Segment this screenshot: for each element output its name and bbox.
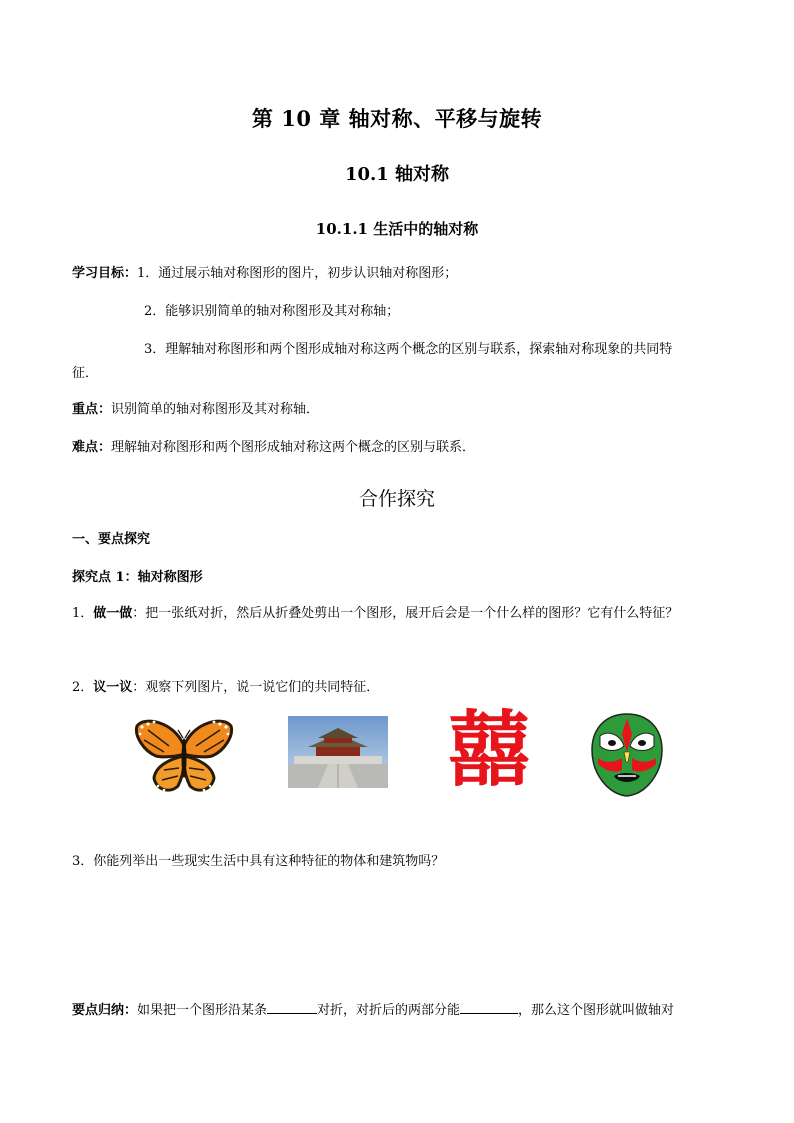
double-happiness-image: 囍 <box>447 703 530 798</box>
summary-part-3: ，那么这个图形就叫做轴对 <box>518 1003 675 1018</box>
q2-label: 议一议 <box>93 680 133 695</box>
cooperation-heading: 合作探究 <box>358 488 435 510</box>
section-title: 10.1 轴对称 <box>344 164 450 185</box>
opera-mask-image <box>588 712 666 798</box>
q1-text: ：把一张纸对折，然后从折叠处剪出一个图形，展开后会是一个什么样的图形？它有什么特征？ <box>132 606 679 621</box>
q1-label: 做一做 <box>93 606 133 621</box>
chapter-title: 第 10 章 轴对称、平移与旋转 <box>251 106 543 131</box>
q2-text: ：观察下列图片，说一说它们的共同特征． <box>132 680 380 695</box>
difficulty <box>72 438 475 458</box>
question-3: 3．你能列举出一些现实生活中具有这种特征的物体和建筑物吗？ <box>72 854 445 869</box>
q1-num: 1． <box>72 606 94 621</box>
summary <box>72 999 674 1021</box>
summary-part-2: 对折，对折后的两部分能 <box>317 1003 461 1018</box>
butterfly-body <box>182 738 187 778</box>
difficulty-label: 难点： <box>72 440 112 455</box>
objective-1: 1．通过展示轴对称图形的图片，初步认识轴对称图形； <box>137 266 458 281</box>
objective-2: 2．能够识别简单的轴对称图形及其对称轴； <box>144 304 400 319</box>
objective-line-1 <box>72 264 457 284</box>
summary-part-1: 如果把一个图形沿某条 <box>137 1003 268 1018</box>
question-2 <box>72 678 379 698</box>
key-point <box>72 400 319 420</box>
summary-blank-1[interactable] <box>267 999 317 1014</box>
part1-heading: 一、要点探究 <box>72 532 151 547</box>
explore1-heading: 探究点 1：轴对称图形 <box>72 570 203 585</box>
objective-3-line-2: 征． <box>72 366 99 381</box>
key-point-text: 识别简单的轴对称图形及其对称轴． <box>111 402 320 417</box>
objectives-label: 学习目标： <box>72 266 138 281</box>
butterfly-image <box>134 716 234 796</box>
difficulty-text: 理解轴对称图形和两个图形成轴对称这两个概念的区别与联系． <box>111 440 476 455</box>
key-point-label: 重点： <box>72 402 112 417</box>
subsection-title: 10.1.1 生活中的轴对称 <box>315 220 479 238</box>
objective-3-line-1: 3．理解轴对称图形和两个图形成轴对称这两个概念的区别与联系，探索轴对称现象的共同特 <box>144 342 673 357</box>
question-1 <box>72 604 678 624</box>
palace-image <box>288 716 388 788</box>
q2-num: 2． <box>72 680 94 695</box>
summary-label: 要点归纳： <box>72 1003 138 1018</box>
summary-blank-2[interactable] <box>460 999 518 1014</box>
